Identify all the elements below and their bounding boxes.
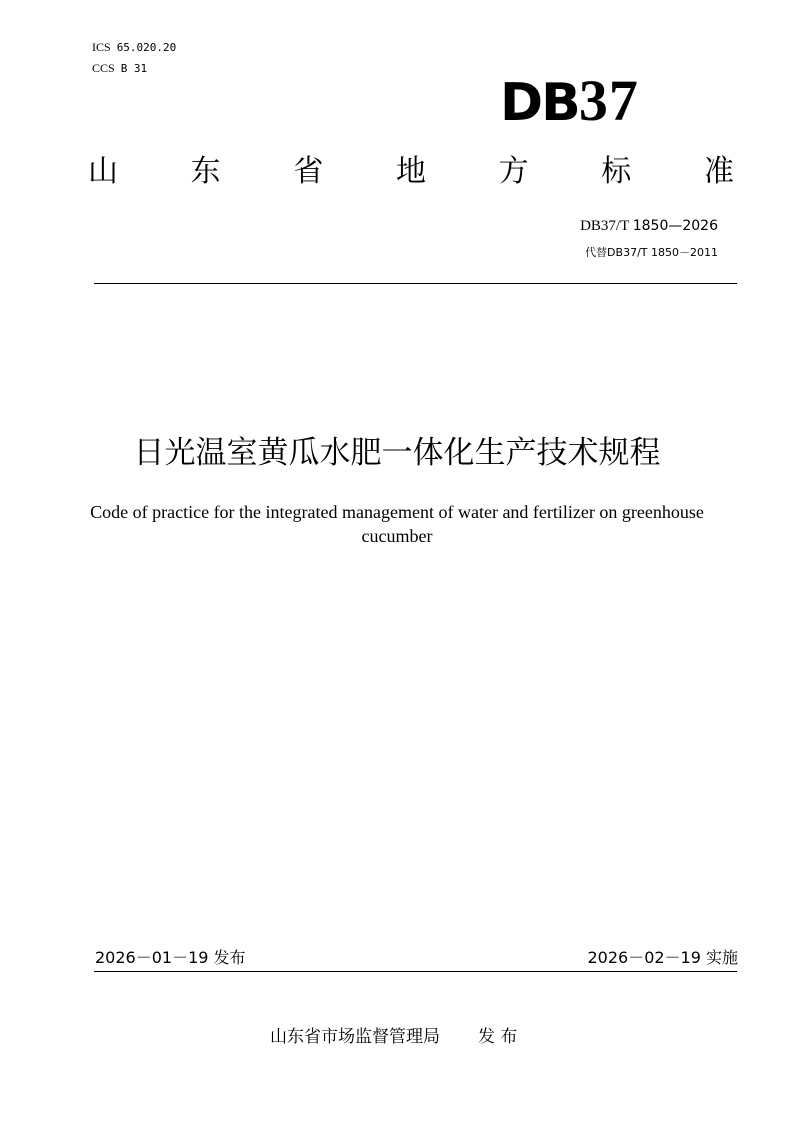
org-char: 东 — [190, 154, 221, 189]
org-char: 山 — [88, 154, 118, 189]
standard-year: 1850—2026 — [632, 218, 718, 234]
ics-label: ICS — [92, 40, 111, 54]
standard-prefix: DB37/T — [580, 218, 629, 234]
title-english-line2: cucumber — [361, 526, 433, 546]
org-char: 方 — [498, 154, 529, 189]
title-english-line1: Code of practice for the integrated management of water and fertilizer on greenhouse — [90, 502, 704, 522]
org-char: 标 — [601, 154, 632, 189]
org-char: 准 — [703, 154, 734, 189]
ccs-code: B 31 — [120, 62, 148, 75]
db-logo-prefix: DB — [500, 73, 579, 133]
title-chinese: 日光温室黄瓜水肥一体化生产技术规程 — [133, 435, 661, 471]
publisher-action: 发 布 — [478, 1027, 518, 1047]
org-title — [88, 155, 734, 189]
db-logo — [500, 68, 639, 133]
bottom-divider — [94, 971, 737, 972]
implement-date: 2026－02－19 实施 — [587, 948, 738, 967]
db-logo-number: 37 — [578, 68, 639, 133]
org-char: 地 — [395, 154, 426, 189]
top-divider — [94, 283, 737, 284]
ccs-line — [92, 61, 147, 76]
standard-number — [580, 218, 718, 235]
ccs-label: CCS — [92, 61, 115, 75]
publisher-name: 山东省市场监督管理局 — [270, 1027, 440, 1047]
publisher-line — [270, 1027, 517, 1047]
org-char: 省 — [293, 154, 324, 189]
replaces-note: 代替DB37/T 1850－2011 — [585, 246, 718, 259]
ics-line — [92, 40, 176, 55]
publish-date: 2026－01－19 发布 — [95, 948, 246, 967]
ics-code: 65.020.20 — [116, 41, 177, 54]
